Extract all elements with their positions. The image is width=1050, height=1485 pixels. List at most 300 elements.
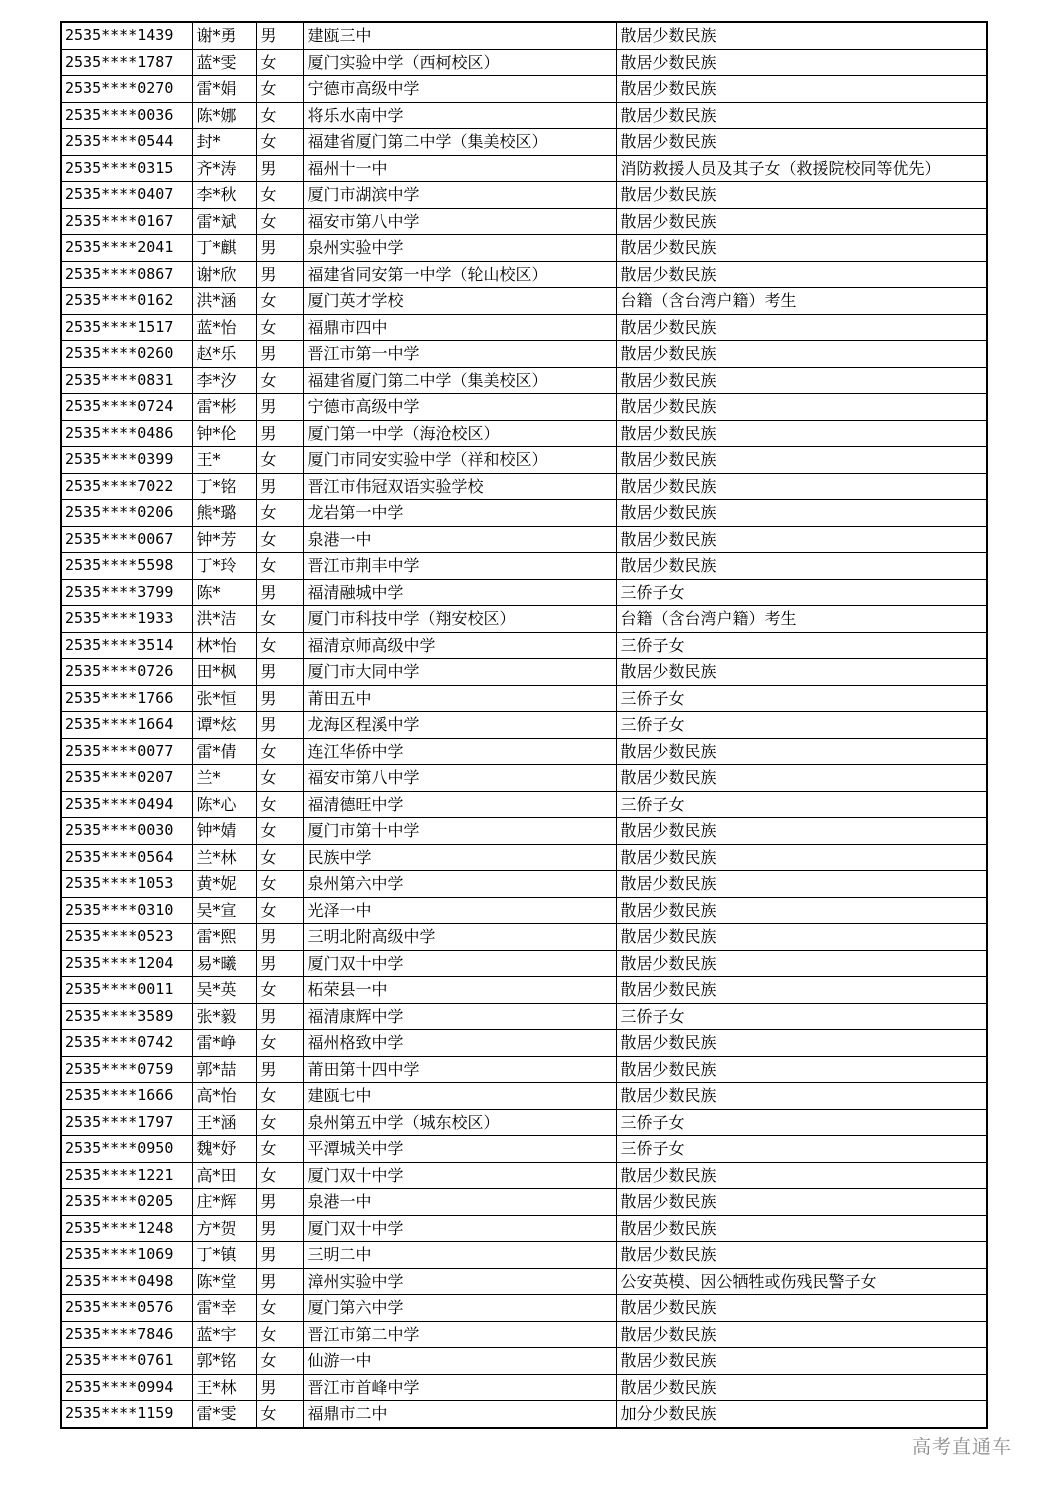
name-cell: 郭*喆 [192,1056,256,1083]
gender-cell: 女 [256,1109,303,1136]
exam-id-cell: 2535****0759 [61,1056,192,1083]
school-cell: 光泽一中 [303,897,616,924]
table-row [61,208,987,235]
gender-cell: 女 [256,129,303,156]
school-cell: 宁德市高级中学 [303,394,616,421]
gender-cell: 女 [256,1295,303,1322]
name-cell: 雷*彬 [192,394,256,421]
category-cell: 散居少数民族 [616,1374,987,1401]
table-row [61,447,987,474]
school-cell: 连江华侨中学 [303,738,616,765]
gender-cell: 女 [256,553,303,580]
gender-cell: 男 [256,685,303,712]
table-row [61,1348,987,1375]
gender-cell: 男 [256,1003,303,1030]
school-cell: 厦门实验中学（西柯校区） [303,49,616,76]
exam-id-cell: 2535****1069 [61,1242,192,1269]
category-cell: 散居少数民族 [616,261,987,288]
gender-cell: 女 [256,1348,303,1375]
exam-id-cell: 2535****0077 [61,738,192,765]
exam-id-cell: 2535****1933 [61,606,192,633]
gender-cell: 女 [256,288,303,315]
category-cell: 散居少数民族 [616,1083,987,1110]
table-row [61,367,987,394]
school-cell: 厦门第六中学 [303,1295,616,1322]
category-cell: 散居少数民族 [616,102,987,129]
gender-cell: 女 [256,1401,303,1428]
name-cell: 李*秋 [192,182,256,209]
gender-cell: 男 [256,341,303,368]
school-cell: 厦门双十中学 [303,950,616,977]
category-cell: 三侨子女 [616,685,987,712]
school-cell: 晋江市首峰中学 [303,1374,616,1401]
gender-cell: 女 [256,606,303,633]
table-row [61,632,987,659]
category-cell: 散居少数民族 [616,341,987,368]
table-row [61,1295,987,1322]
category-cell: 三侨子女 [616,579,987,606]
school-cell: 福清京师高级中学 [303,632,616,659]
exam-id-cell: 2535****1248 [61,1215,192,1242]
table-row [61,1083,987,1110]
exam-id-cell: 2535****0407 [61,182,192,209]
name-cell: 兰* [192,765,256,792]
table-row [61,606,987,633]
school-cell: 福清康辉中学 [303,1003,616,1030]
school-cell: 福州格致中学 [303,1030,616,1057]
gender-cell: 男 [256,1242,303,1269]
gender-cell: 女 [256,49,303,76]
name-cell: 丁*镇 [192,1242,256,1269]
table-row [61,526,987,553]
table-row [61,1321,987,1348]
gender-cell: 男 [256,1374,303,1401]
exam-id-cell: 2535****0030 [61,818,192,845]
exam-id-cell: 2535****1517 [61,314,192,341]
table-row [61,844,987,871]
roster-table [60,21,988,1429]
table-row [61,1374,987,1401]
category-cell: 散居少数民族 [616,182,987,209]
gender-cell: 女 [256,1136,303,1163]
table-row [61,420,987,447]
exam-id-cell: 2535****0162 [61,288,192,315]
exam-id-cell: 2535****0726 [61,659,192,686]
gender-cell: 女 [256,632,303,659]
name-cell: 谢*欣 [192,261,256,288]
category-cell: 三侨子女 [616,1109,987,1136]
category-cell: 散居少数民族 [616,367,987,394]
school-cell: 福建省厦门第二中学（集美校区） [303,129,616,156]
category-cell: 散居少数民族 [616,553,987,580]
name-cell: 王*涵 [192,1109,256,1136]
exam-id-cell: 2535****2041 [61,235,192,262]
gender-cell: 女 [256,765,303,792]
name-cell: 林*怡 [192,632,256,659]
exam-id-cell: 2535****5598 [61,553,192,580]
exam-id-cell: 2535****0867 [61,261,192,288]
name-cell: 吴*宣 [192,897,256,924]
table-row [61,659,987,686]
name-cell: 洪*涵 [192,288,256,315]
name-cell: 钟*婧 [192,818,256,845]
name-cell: 高*田 [192,1162,256,1189]
gender-cell: 男 [256,712,303,739]
name-cell: 熊*璐 [192,500,256,527]
category-cell: 散居少数民族 [616,1321,987,1348]
table-row [61,394,987,421]
name-cell: 陈* [192,579,256,606]
gender-cell: 女 [256,1030,303,1057]
table-row [61,579,987,606]
category-cell: 散居少数民族 [616,738,987,765]
school-cell: 泉州实验中学 [303,235,616,262]
exam-id-cell: 2535****0205 [61,1189,192,1216]
school-cell: 泉州第六中学 [303,871,616,898]
name-cell: 钟*伦 [192,420,256,447]
category-cell: 散居少数民族 [616,447,987,474]
category-cell: 散居少数民族 [616,1162,987,1189]
table-row [61,1401,987,1428]
school-cell: 福清德旺中学 [303,791,616,818]
table-row [61,871,987,898]
category-cell: 散居少数民族 [616,500,987,527]
exam-id-cell: 2535****3589 [61,1003,192,1030]
category-cell: 散居少数民族 [616,49,987,76]
school-cell: 厦门市第十中学 [303,818,616,845]
table-row [61,473,987,500]
school-cell: 厦门市大同中学 [303,659,616,686]
table-row [61,129,987,156]
gender-cell: 男 [256,394,303,421]
category-cell: 散居少数民族 [616,1056,987,1083]
school-cell: 厦门第一中学（海沧校区） [303,420,616,447]
gender-cell: 男 [256,1268,303,1295]
name-cell: 魏*妤 [192,1136,256,1163]
table-row [61,950,987,977]
name-cell: 王*林 [192,1374,256,1401]
gender-cell: 女 [256,897,303,924]
category-cell: 散居少数民族 [616,1242,987,1269]
category-cell: 三侨子女 [616,1136,987,1163]
name-cell: 谭*炫 [192,712,256,739]
exam-id-cell: 2535****1439 [61,22,192,49]
exam-id-cell: 2535****0206 [61,500,192,527]
exam-id-cell: 2535****7022 [61,473,192,500]
exam-id-cell: 2535****0576 [61,1295,192,1322]
gender-cell: 男 [256,1056,303,1083]
table-row [61,288,987,315]
category-cell: 散居少数民族 [616,22,987,49]
gender-cell: 男 [256,924,303,951]
gender-cell: 女 [256,818,303,845]
name-cell: 封* [192,129,256,156]
name-cell: 王* [192,447,256,474]
exam-id-cell: 2535****0950 [61,1136,192,1163]
category-cell: 散居少数民族 [616,1348,987,1375]
category-cell: 散居少数民族 [616,235,987,262]
table-row [61,685,987,712]
category-cell: 散居少数民族 [616,1189,987,1216]
school-cell: 将乐水南中学 [303,102,616,129]
category-cell: 三侨子女 [616,791,987,818]
name-cell: 丁*麒 [192,235,256,262]
table-row [61,1162,987,1189]
school-cell: 厦门英才学校 [303,288,616,315]
exam-id-cell: 2535****1204 [61,950,192,977]
table-row [61,1268,987,1295]
table-row [61,22,987,49]
exam-id-cell: 2535****0067 [61,526,192,553]
name-cell: 黄*妮 [192,871,256,898]
school-cell: 漳州实验中学 [303,1268,616,1295]
name-cell: 张*恒 [192,685,256,712]
exam-id-cell: 2535****0761 [61,1348,192,1375]
exam-id-cell: 2535****0564 [61,844,192,871]
name-cell: 李*汐 [192,367,256,394]
school-cell: 晋江市伟冠双语实验学校 [303,473,616,500]
table-row [61,924,987,951]
name-cell: 郭*铭 [192,1348,256,1375]
table-row [61,261,987,288]
exam-id-cell: 2535****7846 [61,1321,192,1348]
name-cell: 丁*铭 [192,473,256,500]
gender-cell: 男 [256,473,303,500]
school-cell: 福鼎市四中 [303,314,616,341]
school-cell: 泉港一中 [303,526,616,553]
exam-id-cell: 2535****1159 [61,1401,192,1428]
school-cell: 福鼎市二中 [303,1401,616,1428]
gender-cell: 女 [256,1083,303,1110]
name-cell: 陈*堂 [192,1268,256,1295]
school-cell: 晋江市第二中学 [303,1321,616,1348]
exam-id-cell: 2535****0167 [61,208,192,235]
table-row [61,182,987,209]
name-cell: 雷*熙 [192,924,256,951]
gender-cell: 女 [256,526,303,553]
category-cell: 散居少数民族 [616,659,987,686]
exam-id-cell: 2535****1221 [61,1162,192,1189]
name-cell: 蓝*怡 [192,314,256,341]
name-cell: 钟*芳 [192,526,256,553]
table-row [61,1242,987,1269]
name-cell: 雷*倩 [192,738,256,765]
name-cell: 蓝*宇 [192,1321,256,1348]
name-cell: 陈*心 [192,791,256,818]
name-cell: 吴*英 [192,977,256,1004]
gender-cell: 女 [256,977,303,1004]
exam-id-cell: 2535****0260 [61,341,192,368]
table-row [61,314,987,341]
table-row [61,341,987,368]
school-cell: 厦门市科技中学（翔安校区） [303,606,616,633]
name-cell: 张*毅 [192,1003,256,1030]
name-cell: 洪*洁 [192,606,256,633]
table-row [61,49,987,76]
table-row [61,977,987,1004]
category-cell: 散居少数民族 [616,977,987,1004]
category-cell: 台籍（含台湾户籍）考生 [616,288,987,315]
category-cell: 散居少数民族 [616,208,987,235]
gender-cell: 男 [256,261,303,288]
gender-cell: 男 [256,1215,303,1242]
category-cell: 散居少数民族 [616,924,987,951]
school-cell: 福建省厦门第二中学（集美校区） [303,367,616,394]
exam-id-cell: 2535****0498 [61,1268,192,1295]
exam-id-cell: 2535****0742 [61,1030,192,1057]
school-cell: 福州十一中 [303,155,616,182]
exam-id-cell: 2535****1797 [61,1109,192,1136]
exam-id-cell: 2535****0523 [61,924,192,951]
exam-id-cell: 2535****1787 [61,49,192,76]
school-cell: 厦门双十中学 [303,1162,616,1189]
gender-cell: 女 [256,102,303,129]
table-row [61,500,987,527]
exam-id-cell: 2535****0399 [61,447,192,474]
table-row [61,76,987,103]
gender-cell: 女 [256,208,303,235]
name-cell: 兰*林 [192,844,256,871]
exam-id-cell: 2535****1766 [61,685,192,712]
school-cell: 福清融城中学 [303,579,616,606]
table-row [61,897,987,924]
table-row [61,1189,987,1216]
exam-id-cell: 2535****0494 [61,791,192,818]
gender-cell: 男 [256,659,303,686]
category-cell: 三侨子女 [616,632,987,659]
category-cell: 散居少数民族 [616,473,987,500]
name-cell: 雷*娟 [192,76,256,103]
table-row [61,235,987,262]
gender-cell: 女 [256,1162,303,1189]
exam-id-cell: 2535****0310 [61,897,192,924]
gender-cell: 女 [256,447,303,474]
gender-cell: 女 [256,314,303,341]
school-cell: 三明二中 [303,1242,616,1269]
category-cell: 散居少数民族 [616,526,987,553]
exam-id-cell: 2535****1666 [61,1083,192,1110]
name-cell: 蓝*雯 [192,49,256,76]
gender-cell: 男 [256,1189,303,1216]
name-cell: 齐*涛 [192,155,256,182]
table-row [61,1109,987,1136]
table-row [61,1030,987,1057]
school-cell: 莆田第十四中学 [303,1056,616,1083]
category-cell: 加分少数民族 [616,1401,987,1428]
table-row [61,1136,987,1163]
school-cell: 仙游一中 [303,1348,616,1375]
category-cell: 散居少数民族 [616,1295,987,1322]
exam-id-cell: 2535****0270 [61,76,192,103]
name-cell: 易*曦 [192,950,256,977]
gender-cell: 男 [256,235,303,262]
exam-id-cell: 2535****3514 [61,632,192,659]
table-row [61,765,987,792]
table-row [61,553,987,580]
category-cell: 散居少数民族 [616,1030,987,1057]
exam-id-cell: 2535****0315 [61,155,192,182]
exam-id-cell: 2535****0724 [61,394,192,421]
name-cell: 田*枫 [192,659,256,686]
category-cell: 散居少数民族 [616,129,987,156]
table-row [61,791,987,818]
category-cell: 散居少数民族 [616,394,987,421]
category-cell: 散居少数民族 [616,950,987,977]
exam-id-cell: 2535****0011 [61,977,192,1004]
name-cell: 雷*幸 [192,1295,256,1322]
gender-cell: 女 [256,76,303,103]
school-cell: 宁德市高级中学 [303,76,616,103]
gender-cell: 女 [256,500,303,527]
gender-cell: 男 [256,420,303,447]
table-row [61,818,987,845]
name-cell: 雷*峥 [192,1030,256,1057]
school-cell: 莆田五中 [303,685,616,712]
category-cell: 散居少数民族 [616,844,987,871]
school-cell: 三明北附高级中学 [303,924,616,951]
category-cell: 散居少数民族 [616,420,987,447]
category-cell: 散居少数民族 [616,871,987,898]
school-cell: 龙岩第一中学 [303,500,616,527]
exam-id-cell: 2535****3799 [61,579,192,606]
category-cell: 散居少数民族 [616,818,987,845]
category-cell: 散居少数民族 [616,314,987,341]
exam-id-cell: 2535****0486 [61,420,192,447]
watermark-text: 高考直通车 [912,1436,1013,1458]
school-cell: 柘荣县一中 [303,977,616,1004]
category-cell: 公安英模、因公牺牲或伤残民警子女 [616,1268,987,1295]
category-cell: 台籍（含台湾户籍）考生 [616,606,987,633]
name-cell: 庄*辉 [192,1189,256,1216]
school-cell: 厦门市湖滨中学 [303,182,616,209]
name-cell: 高*怡 [192,1083,256,1110]
roster-body [61,22,987,1428]
table-row [61,1003,987,1030]
school-cell: 福安市第八中学 [303,208,616,235]
category-cell: 消防救援人员及其子女（救援院校同等优先） [616,155,987,182]
school-cell: 福安市第八中学 [303,765,616,792]
name-cell: 赵*乐 [192,341,256,368]
school-cell: 厦门市同安实验中学（祥和校区） [303,447,616,474]
gender-cell: 男 [256,155,303,182]
category-cell: 三侨子女 [616,712,987,739]
school-cell: 泉州第五中学（城东校区） [303,1109,616,1136]
school-cell: 厦门双十中学 [303,1215,616,1242]
exam-id-cell: 2535****1053 [61,871,192,898]
school-cell: 龙海区程溪中学 [303,712,616,739]
exam-id-cell: 2535****0036 [61,102,192,129]
gender-cell: 女 [256,1321,303,1348]
name-cell: 方*贺 [192,1215,256,1242]
exam-id-cell: 2535****0994 [61,1374,192,1401]
exam-id-cell: 2535****1664 [61,712,192,739]
category-cell: 散居少数民族 [616,76,987,103]
name-cell: 谢*勇 [192,22,256,49]
table-row [61,738,987,765]
exam-id-cell: 2535****0207 [61,765,192,792]
category-cell: 散居少数民族 [616,765,987,792]
school-cell: 晋江市荆丰中学 [303,553,616,580]
school-cell: 平潭城关中学 [303,1136,616,1163]
table-row [61,1215,987,1242]
school-cell: 福建省同安第一中学（轮山校区） [303,261,616,288]
name-cell: 陈*娜 [192,102,256,129]
exam-id-cell: 2535****0831 [61,367,192,394]
school-cell: 泉港一中 [303,1189,616,1216]
gender-cell: 女 [256,367,303,394]
school-cell: 晋江市第一中学 [303,341,616,368]
gender-cell: 男 [256,22,303,49]
